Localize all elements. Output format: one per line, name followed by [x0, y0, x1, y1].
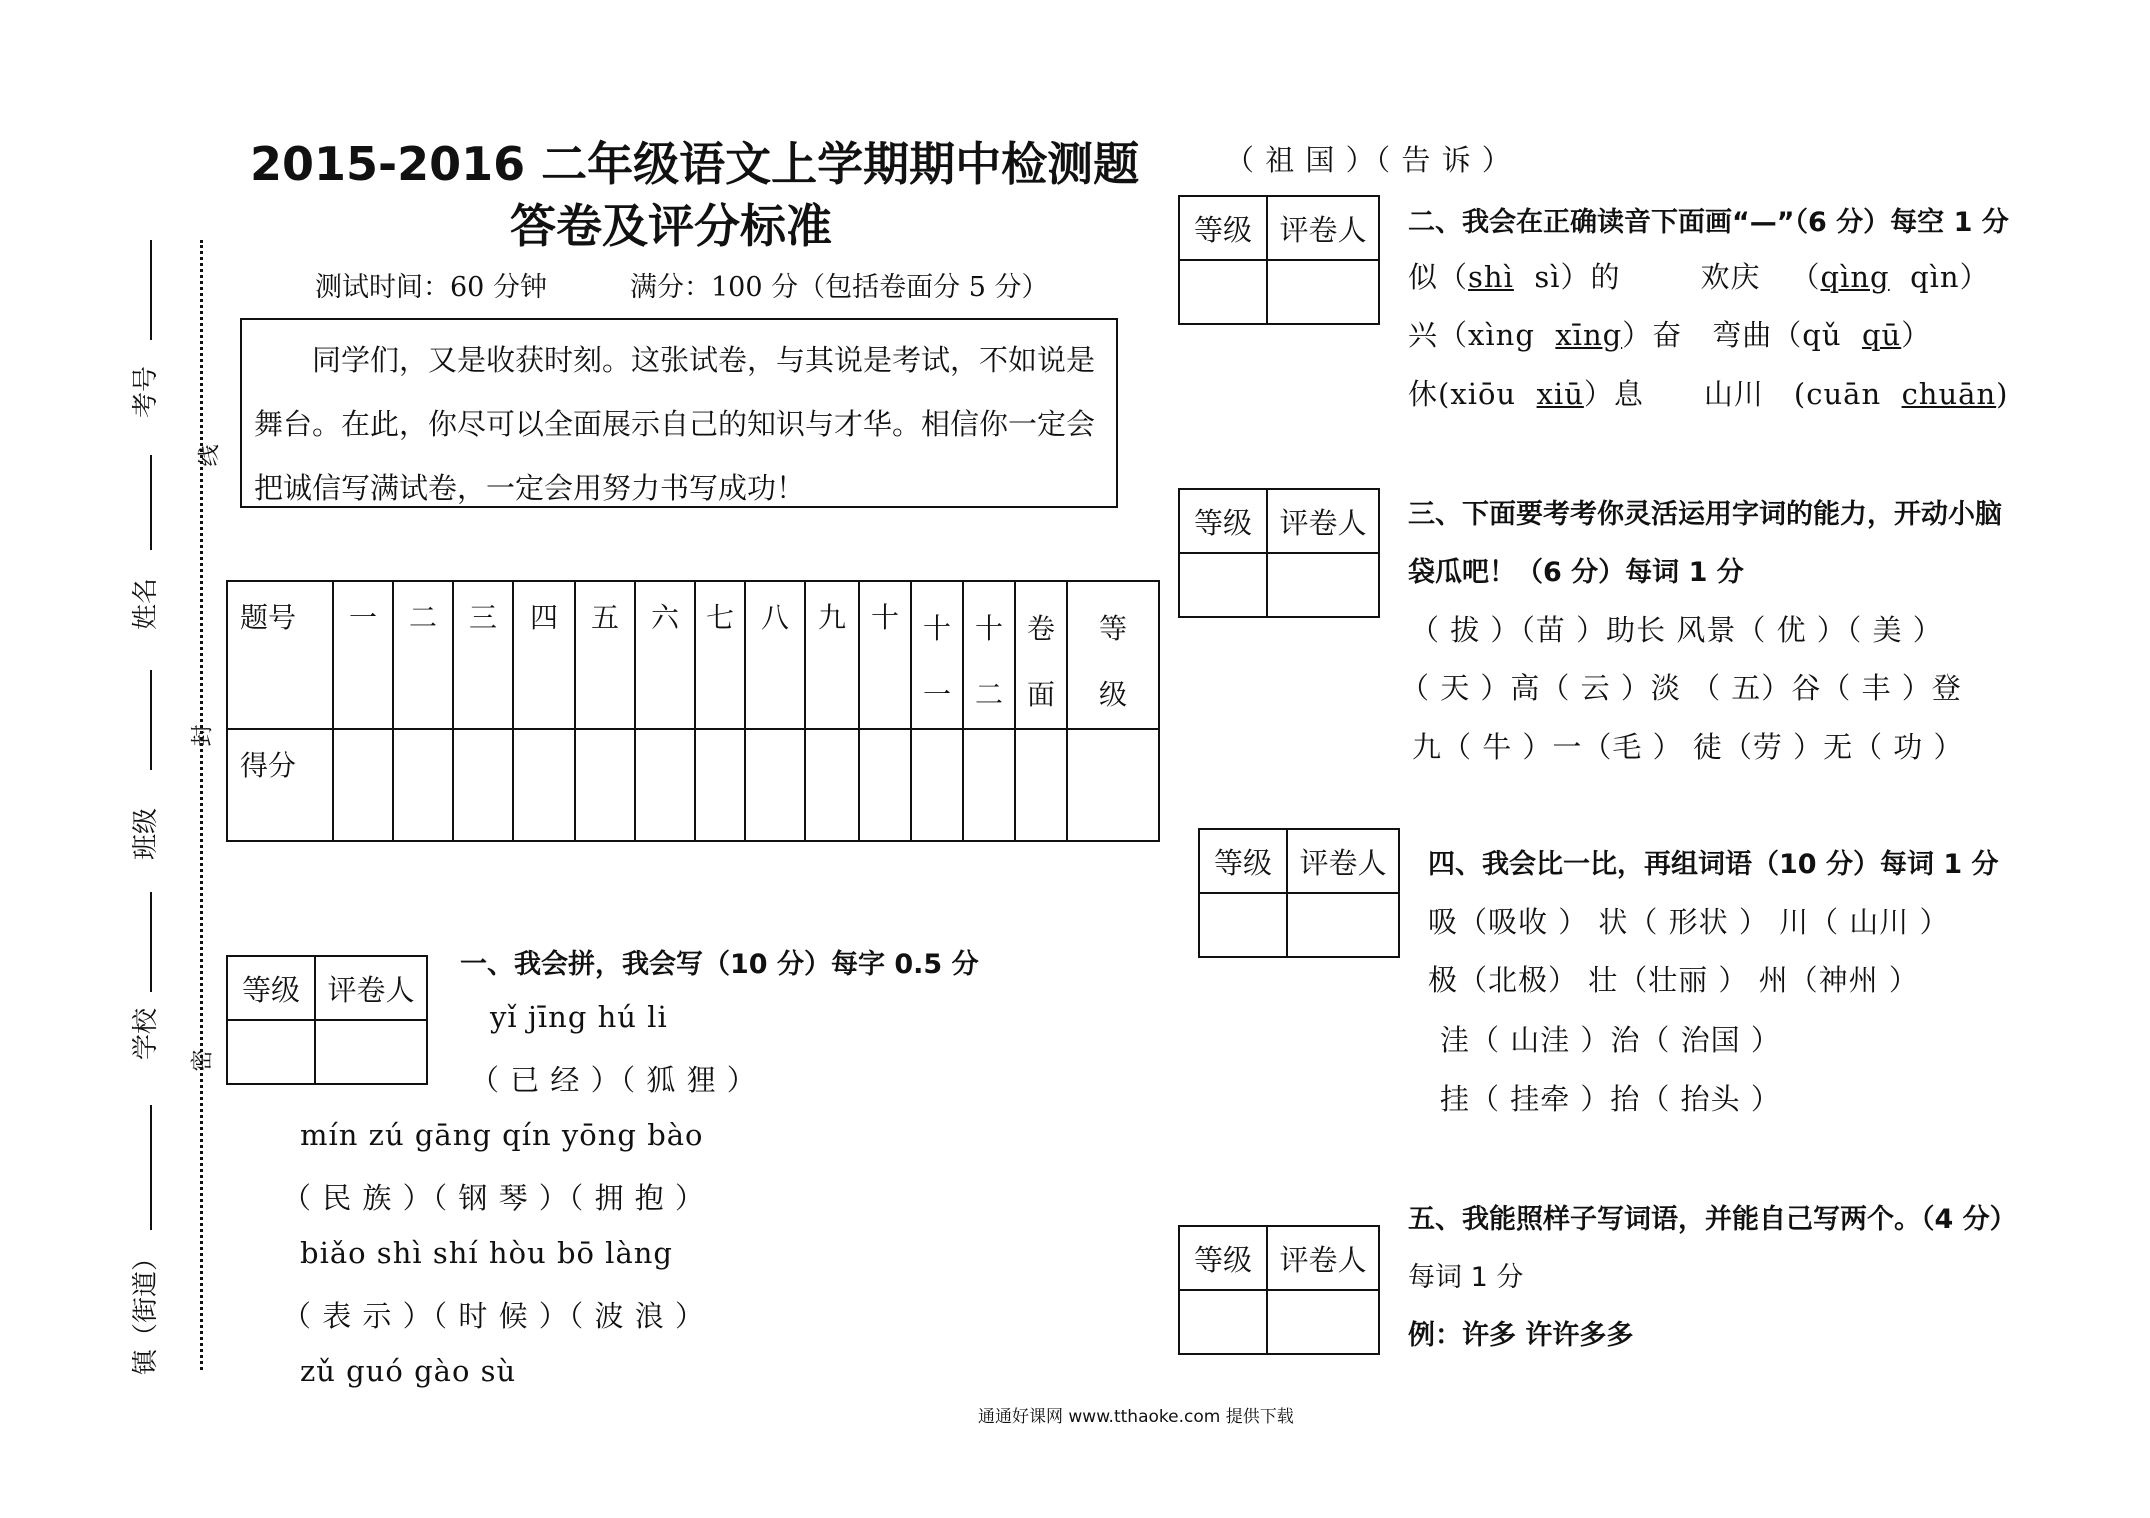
footer-source: 通通好课网 www.tthaoke.com 提供下载 — [978, 1407, 1294, 1427]
score-cell — [963, 729, 1015, 841]
q2-row-1: 似（shì sì）的 欢庆 （qìng qìn） — [1408, 260, 1990, 294]
seal-word-secret: 密 — [190, 1049, 216, 1072]
q4-row: 洼（ 山洼 ）治（ 治国 ） — [1440, 1023, 1781, 1057]
score-col-1: 一 — [333, 581, 393, 729]
score-cell — [745, 729, 805, 841]
q5-line2: 每词 1 分 — [1408, 1262, 1524, 1293]
score-cell — [805, 729, 859, 841]
grader-marker-cell — [1267, 260, 1379, 324]
score-col-9: 九 — [805, 581, 859, 729]
grader-level-cell — [1179, 260, 1267, 324]
q4-heading: 四、我会比一比，再组词语（10 分）每词 1 分 — [1428, 849, 1999, 880]
grader-marker-label: 评卷人 — [1267, 1226, 1379, 1290]
score-cell — [1015, 729, 1067, 841]
binding-line-1 — [150, 240, 152, 340]
q5-example: 例：许多 许许多多 — [1408, 1320, 1634, 1351]
grader-level-label: 等级 — [1179, 1226, 1267, 1290]
q1-row: zǔ guó gào sù — [300, 1354, 517, 1388]
q1-heading: 一、我会拼，我会写（10 分）每字 0.5 分 — [460, 949, 979, 980]
intro-text: 同学们，又是收获时刻。这张试卷，与其说是考试，不如说是舞台。在此，你尽可以全面展示自己的知识与才华。相信你一定会把诚信写满试卷，一定会用努力书写成功！ — [254, 343, 1096, 505]
grader-marker-cell — [1267, 553, 1379, 617]
q3-heading-line2: 袋瓜吧！（6 分）每词 1 分 — [1408, 557, 1744, 588]
grader-marker-cell — [315, 1020, 427, 1084]
score-col-10: 十 — [859, 581, 911, 729]
test-time: 测试时间：60 分钟 — [315, 272, 547, 303]
sidebar-field-town: 镇（街道） — [131, 1244, 161, 1375]
q2-heading: 二、我会在正确读音下面画“—”（6 分）每空 1 分 — [1408, 207, 2009, 238]
score-cell — [513, 729, 575, 841]
q3-row: （ 天 ）高（ 云 ）淡 （ 五）谷（ 丰 ）登 — [1400, 671, 1962, 705]
q3-heading-line1: 三、下面要考考你灵活运用字词的能力，开动小脑 — [1408, 499, 2002, 530]
sidebar-field-class: 班级 — [131, 807, 161, 860]
score-header-label: 题号 — [227, 581, 333, 729]
sidebar-field-name: 姓名 — [131, 577, 161, 630]
q2-row-3: 休(xiōu xiū）息 山川 (cuān chuān) — [1408, 377, 2009, 411]
q4-row: 吸（吸收 ） 状（ 形状 ） 川（ 山川 ） — [1428, 905, 1950, 939]
grader-level-label: 等级 — [1179, 489, 1267, 553]
q3-row: （ 拔 ）（苗 ）助长 风景（ 优 ）（ 美 ） — [1410, 613, 1943, 647]
score-col-4: 四 — [513, 581, 575, 729]
grader-level-label: 等级 — [1199, 829, 1287, 893]
score-col-8: 八 — [745, 581, 805, 729]
score-cell — [453, 729, 513, 841]
grader-level-cell — [1179, 553, 1267, 617]
grader-marker-label: 评卷人 — [1267, 196, 1379, 260]
q3-row: 九（ 牛 ）一（毛 ） 徒（劳 ）无（ 功 ） — [1412, 730, 1964, 764]
grader-marker-cell — [1287, 893, 1399, 957]
q2-row-2: 兴（xìng xīng）奋 弯曲（qǔ qū） — [1408, 318, 1932, 352]
grader-level-cell — [227, 1020, 315, 1084]
grader-marker-label: 评卷人 — [1287, 829, 1399, 893]
q4-row: 挂（ 挂牵 ）抬（ 抬头 ） — [1440, 1082, 1781, 1116]
score-col-2: 二 — [393, 581, 453, 729]
binding-line-4 — [150, 892, 152, 992]
binding-line-3 — [150, 670, 152, 770]
score-col-7: 七 — [695, 581, 745, 729]
page-subtitle: 答卷及评分标准 — [510, 199, 832, 253]
grader-box-q3 — [1178, 488, 1380, 618]
q1-continued: （ 祖 国 ）（ 告 诉 ） — [1225, 143, 1512, 177]
binding-line-2 — [150, 455, 152, 550]
score-col-6: 六 — [635, 581, 695, 729]
score-cell — [333, 729, 393, 841]
q1-row: （ 已 经 ）（ 狐 狸 ） — [470, 1063, 757, 1097]
grader-box-q2 — [1178, 195, 1380, 325]
sidebar-field-school: 学校 — [131, 1007, 161, 1060]
grader-marker-label: 评卷人 — [315, 956, 427, 1020]
grader-box-q1 — [226, 955, 428, 1085]
intro-box — [240, 318, 1118, 508]
q1-row: biǎo shì shí hòu bō làng — [300, 1236, 673, 1270]
q1-row: yǐ jīng hú li — [490, 1000, 668, 1034]
full-score: 满分：100 分（包括卷面分 5 分） — [630, 272, 1049, 303]
binding-line-5 — [150, 1105, 152, 1230]
score-col-12: 十二 — [963, 581, 1015, 729]
seal-word-seal: 封 — [190, 724, 216, 747]
score-table — [226, 580, 1160, 842]
grader-level-label: 等级 — [227, 956, 315, 1020]
sidebar-field-exam-number: 考号 — [131, 365, 161, 418]
score-cell — [911, 729, 963, 841]
score-col-11: 十一 — [911, 581, 963, 729]
grader-box-q5 — [1178, 1225, 1380, 1355]
page-title: 2015-2016 二年级语文上学期期中检测题 — [250, 137, 1140, 191]
q1-row: （ 表 示 ）（ 时 候 ）（ 波 浪 ） — [282, 1299, 705, 1333]
score-cell — [575, 729, 635, 841]
seal-word-line: 线 — [197, 444, 223, 467]
score-col-paper: 卷面 — [1015, 581, 1067, 729]
q4-row: 极（北极） 壮（壮丽 ） 州（神州 ） — [1428, 963, 1919, 997]
grader-marker-cell — [1267, 1290, 1379, 1354]
grader-level-label: 等级 — [1179, 196, 1267, 260]
q5-heading: 五、我能照样子写词语，并能自己写两个。（4 分） — [1408, 1204, 2017, 1235]
score-col-5: 五 — [575, 581, 635, 729]
score-col-3: 三 — [453, 581, 513, 729]
grader-level-cell — [1179, 1290, 1267, 1354]
seal-dotted-line — [200, 240, 203, 1370]
score-col-grade: 等级 — [1067, 581, 1159, 729]
grader-marker-label: 评卷人 — [1267, 489, 1379, 553]
score-cell — [635, 729, 695, 841]
q1-row: （ 民 族 ）（ 钢 琴 ）（ 拥 抱 ） — [282, 1181, 705, 1215]
score-row-label: 得分 — [227, 729, 333, 841]
score-cell — [695, 729, 745, 841]
score-cell — [393, 729, 453, 841]
grader-level-cell — [1199, 893, 1287, 957]
score-cell — [859, 729, 911, 841]
score-cell — [1067, 729, 1159, 841]
q1-row: mín zú gāng qín yōng bào — [300, 1118, 704, 1152]
grader-box-q4 — [1198, 828, 1400, 958]
